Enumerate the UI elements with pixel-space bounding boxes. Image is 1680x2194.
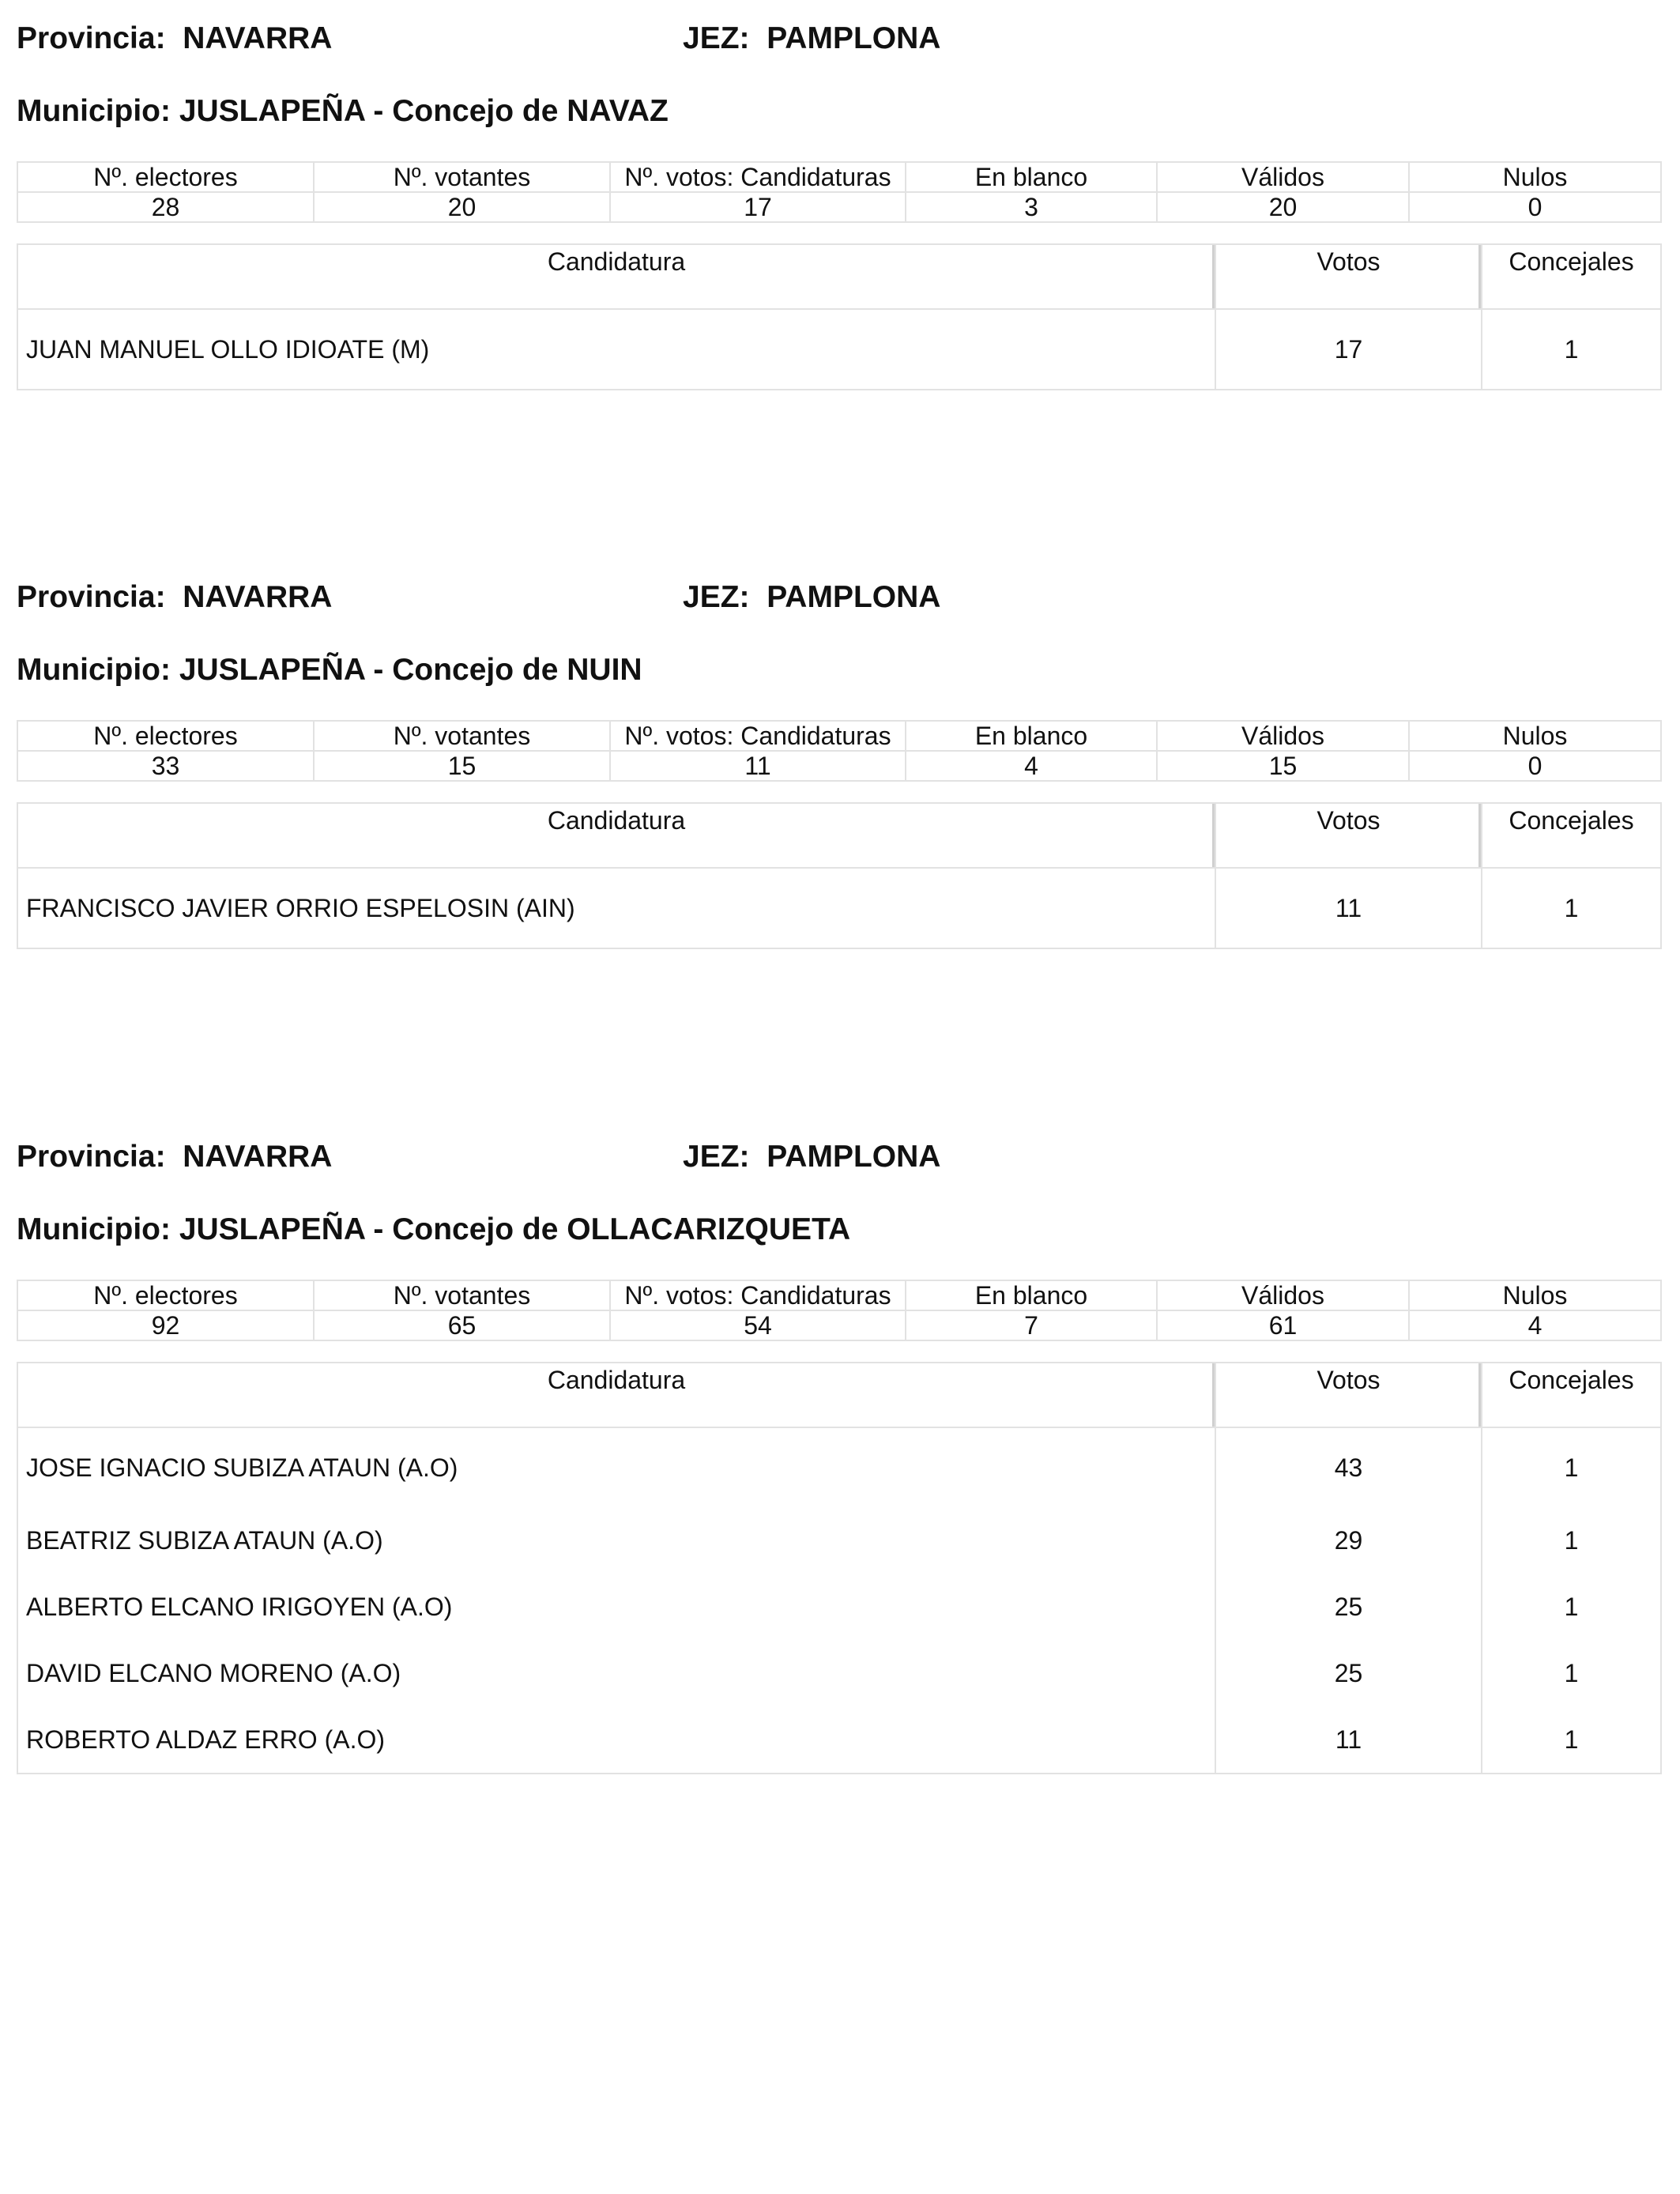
votantes-value: 20 (314, 192, 610, 222)
candidates-table (17, 1362, 1662, 1774)
municipio-header (17, 647, 642, 694)
votos-header: Votos (1215, 244, 1482, 309)
nulos-header: Nulos (1409, 162, 1661, 192)
votos-candidaturas-header: Nº. votos: Candidaturas (610, 1280, 906, 1310)
validos-value: 20 (1157, 192, 1409, 222)
votantes-header: Nº. votantes (314, 721, 610, 751)
stats-header-row (17, 1280, 1661, 1310)
votos-candidaturas-value: 11 (610, 751, 906, 781)
provincia-label: Provincia: (17, 1140, 166, 1174)
electores-value: 92 (17, 1310, 314, 1340)
votantes-value: 15 (314, 751, 610, 781)
votos-candidaturas-value: 17 (610, 192, 906, 222)
jez-block (683, 574, 940, 621)
electores-header: Nº. electores (17, 721, 314, 751)
validos-header: Válidos (1157, 1280, 1409, 1310)
jez-value: PAMPLONA (767, 1140, 941, 1174)
table-row (17, 1706, 1661, 1774)
province-header (17, 574, 1660, 621)
validos-header: Válidos (1157, 162, 1409, 192)
candidate-votes: 25 (1215, 1574, 1482, 1640)
validos-value: 15 (1157, 751, 1409, 781)
candidate-votes: 43 (1215, 1427, 1482, 1507)
en-blanco-value: 4 (906, 751, 1157, 781)
provincia-value: NAVARRA (183, 580, 333, 614)
votantes-header: Nº. votantes (314, 1280, 610, 1310)
table-row (17, 1507, 1661, 1574)
votos-candidaturas-value: 54 (610, 1310, 906, 1340)
en-blanco-value: 3 (906, 192, 1157, 222)
candidate-name: BEATRIZ SUBIZA ATAUN (A.O) (17, 1507, 1215, 1574)
jez-block (683, 1133, 940, 1181)
nulos-header: Nulos (1409, 1280, 1661, 1310)
jez-value: PAMPLONA (767, 21, 941, 55)
candidate-name: ALBERTO ELCANO IRIGOYEN (A.O) (17, 1574, 1215, 1640)
candidatura-header: Candidatura (17, 803, 1215, 868)
concejales-header: Concejales (1482, 803, 1661, 868)
electores-value: 33 (17, 751, 314, 781)
candidate-concejales: 1 (1482, 868, 1661, 948)
jez-label: JEZ: (683, 21, 750, 55)
municipio-header (17, 1206, 850, 1253)
stats-header-row (17, 721, 1661, 751)
candidatura-header: Candidatura (17, 1363, 1215, 1427)
candidate-concejales: 1 (1482, 1574, 1661, 1640)
votos-candidaturas-header: Nº. votos: Candidaturas (610, 162, 906, 192)
votos-header: Votos (1215, 1363, 1482, 1427)
electores-value: 28 (17, 192, 314, 222)
jez-block (683, 15, 940, 62)
stats-value-row (17, 751, 1661, 781)
nulos-value: 0 (1409, 751, 1661, 781)
stats-value-row (17, 192, 1661, 222)
candidate-concejales: 1 (1482, 1507, 1661, 1574)
candidate-votes: 29 (1215, 1507, 1482, 1574)
electores-header: Nº. electores (17, 1280, 314, 1310)
stats-table (17, 1280, 1662, 1341)
table-row (17, 1574, 1661, 1640)
concejales-header: Concejales (1482, 244, 1661, 309)
votos-header: Votos (1215, 803, 1482, 868)
candidate-votes: 11 (1215, 868, 1482, 948)
votos-candidaturas-header: Nº. votos: Candidaturas (610, 721, 906, 751)
candidates-header-row (17, 244, 1661, 309)
stats-table (17, 161, 1662, 223)
jez-label: JEZ: (683, 580, 750, 614)
candidate-votes: 17 (1215, 309, 1482, 390)
province-header (17, 1133, 1660, 1181)
candidates-table (17, 802, 1662, 949)
en-blanco-header: En blanco (906, 162, 1157, 192)
candidate-name: ROBERTO ALDAZ ERRO (A.O) (17, 1706, 1215, 1774)
municipio-label: Municipio: (17, 94, 171, 128)
candidate-name: FRANCISCO JAVIER ORRIO ESPELOSIN (AIN) (17, 868, 1215, 948)
en-blanco-header: En blanco (906, 1280, 1157, 1310)
votantes-value: 65 (314, 1310, 610, 1340)
nulos-value: 0 (1409, 192, 1661, 222)
municipio-value: JUSLAPEÑA - Concejo de OLLACARIZQUETA (179, 1212, 851, 1246)
municipio-value: JUSLAPEÑA - Concejo de NAVAZ (179, 94, 669, 128)
municipio-value: JUSLAPEÑA - Concejo de NUIN (179, 653, 642, 687)
validos-value: 61 (1157, 1310, 1409, 1340)
candidate-name: JOSE IGNACIO SUBIZA ATAUN (A.O) (17, 1427, 1215, 1507)
table-row (17, 1640, 1661, 1706)
candidate-name: DAVID ELCANO MORENO (A.O) (17, 1640, 1215, 1706)
candidate-votes: 11 (1215, 1706, 1482, 1774)
table-row (17, 868, 1661, 948)
candidates-header-row (17, 803, 1661, 868)
candidate-concejales: 1 (1482, 1427, 1661, 1507)
jez-label: JEZ: (683, 1140, 750, 1174)
municipio-label: Municipio: (17, 1212, 171, 1246)
votantes-header: Nº. votantes (314, 162, 610, 192)
validos-header: Válidos (1157, 721, 1409, 751)
municipio-header (17, 88, 669, 135)
provincia-value: NAVARRA (183, 1140, 333, 1174)
stats-header-row (17, 162, 1661, 192)
provincia-label: Provincia: (17, 21, 166, 55)
nulos-value: 4 (1409, 1310, 1661, 1340)
concejales-header: Concejales (1482, 1363, 1661, 1427)
table-row (17, 309, 1661, 390)
en-blanco-value: 7 (906, 1310, 1157, 1340)
province-header (17, 15, 1660, 62)
stats-value-row (17, 1310, 1661, 1340)
candidates-table (17, 243, 1662, 390)
provincia-label: Provincia: (17, 580, 166, 614)
candidate-votes: 25 (1215, 1640, 1482, 1706)
table-row (17, 1427, 1661, 1507)
candidate-concejales: 1 (1482, 1706, 1661, 1774)
en-blanco-header: En blanco (906, 721, 1157, 751)
municipio-label: Municipio: (17, 653, 171, 687)
candidatura-header: Candidatura (17, 244, 1215, 309)
candidate-name: JUAN MANUEL OLLO IDIOATE (M) (17, 309, 1215, 390)
candidate-concejales: 1 (1482, 1640, 1661, 1706)
stats-table (17, 720, 1662, 782)
nulos-header: Nulos (1409, 721, 1661, 751)
provincia-value: NAVARRA (183, 21, 333, 55)
electores-header: Nº. electores (17, 162, 314, 192)
candidate-concejales: 1 (1482, 309, 1661, 390)
jez-value: PAMPLONA (767, 580, 941, 614)
candidates-header-row (17, 1363, 1661, 1427)
